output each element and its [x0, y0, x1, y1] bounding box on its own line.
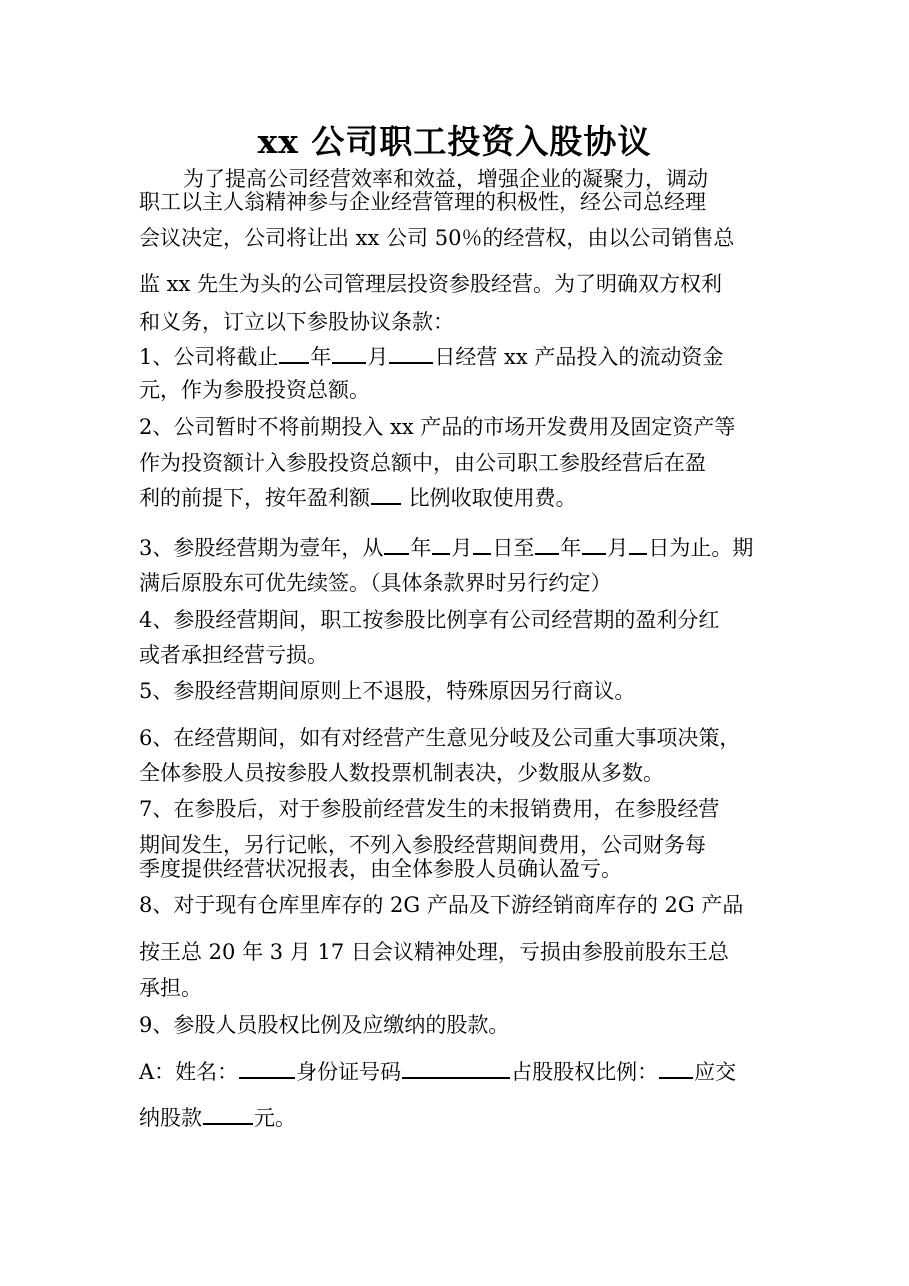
end-month-blank	[582, 533, 606, 555]
clause-1-text-a: 1、公司将截止	[139, 345, 279, 369]
clause-2-line-3	[139, 482, 577, 514]
clause-6-line-2: 全体参股人员按参股人数投票机制表决，少数服从多数。	[139, 761, 664, 785]
clause-2-line-1: 2、公司暂时不将前期投入 xx 产品的市场开发费用及固定资产等	[139, 415, 736, 439]
clause-3-text-g: 日为止。期	[648, 536, 754, 560]
clause-1-line-1	[139, 341, 723, 373]
intro-line-2: 职工以主人翁精神参与企业经营管理的积极性，经公司总经理	[139, 190, 706, 214]
intro-line-4: 监 xx 先生为头的公司管理层投资参股经营。为了明确双方权利	[139, 272, 723, 296]
clause-6-line-1: 6、在经营期间，如有对经营产生意见分岐及公司重大事项决策，	[139, 726, 741, 750]
end-day-blank	[629, 533, 647, 555]
clause-7-line-3: 季度提供经营状况报表，由全体参股人员确认盈亏。	[139, 857, 622, 881]
ratio-blank	[371, 483, 401, 505]
clause-1-line-2: 元，作为参股投资总额。	[139, 378, 370, 402]
clause-7-line-1: 7、在参股后，对于参股前经营发生的未报销费用，在参股经营	[139, 797, 720, 821]
clause-3-text-e: 年	[560, 536, 582, 560]
shareholder-a-text-c: 占股股权比例：	[511, 1060, 659, 1084]
shareholder-a-line-1	[139, 1056, 736, 1088]
month-blank	[332, 342, 366, 364]
intro-line-1: 为了提高公司经营效率和效益，增强企业的凝聚力，调动	[183, 167, 708, 191]
clause-2-text-a: 利的前提下，按年盈利额	[139, 486, 370, 510]
year-blank	[279, 342, 309, 364]
clause-1-text-b: 年	[310, 345, 332, 369]
shareholder-a-text-b: 身份证号码	[296, 1060, 402, 1084]
clause-5: 5、参股经营期间原则上不退股，特殊原因另行商议。	[139, 679, 636, 703]
clause-3-text-f: 月	[607, 536, 629, 560]
intro-line-5: 和义务，订立以下参股协议条款：	[139, 310, 454, 334]
clause-4-line-1: 4、参股经营期间，职工按参股比例享有公司经营期的盈利分红	[139, 608, 720, 632]
clause-3-line-1	[139, 532, 753, 564]
clause-8-line-3: 承担。	[139, 976, 202, 1000]
day-blank	[389, 342, 433, 364]
share-ratio-blank	[659, 1057, 693, 1079]
start-month-blank	[432, 533, 450, 555]
start-day-blank	[473, 533, 491, 555]
clause-3-text-c: 月	[451, 536, 473, 560]
amount-blank	[203, 1103, 253, 1125]
name-blank	[239, 1057, 295, 1079]
shareholder-a-text-a: A：姓名：	[139, 1060, 239, 1084]
clause-8-line-2: 按王总 20 年 3 月 17 日会议精神处理，亏损由参股前股东王总	[139, 940, 729, 964]
shareholder-a-text-e: 纳股款	[139, 1106, 202, 1130]
clause-3-line-2: 满后原股东可优先续签。（具体条款界时另行约定）	[139, 571, 612, 595]
id-number-blank	[402, 1057, 510, 1079]
end-year-blank	[535, 533, 559, 555]
clause-1-text-c: 月	[367, 345, 389, 369]
clause-4-line-2: 或者承担经营亏损。	[139, 643, 328, 667]
clause-7-line-2: 期间发生，另行记帐，不列入参股经营期间费用，公司财务每	[139, 833, 706, 857]
shareholder-a-text-f: 元。	[254, 1106, 296, 1130]
clause-9: 9、参股人员股权比例及应缴纳的股款。	[139, 1013, 510, 1037]
intro-line-3: 会议决定，公司将让出 xx 公司 50％的经营权，由以公司销售总	[139, 226, 735, 250]
clause-8-line-1: 8、对于现有仓库里库存的 2G 产品及下游经销商库存的 2G 产品	[139, 893, 744, 917]
clause-1-text-d: 日经营 xx 产品投入的流动资金	[434, 345, 724, 369]
clause-3-text-b: 年	[410, 536, 432, 560]
document-title: xx 公司职工投资入股协议	[257, 122, 652, 161]
clause-2-line-2: 作为投资额计入参股投资总额中，由公司职工参股经营后在盈	[139, 451, 706, 475]
clause-2-text-b: 比例收取使用费。	[402, 486, 577, 510]
clause-3-text-d: 日至	[492, 536, 535, 560]
clause-3-text-a: 3、参股经营期为壹年，从	[139, 536, 384, 560]
shareholder-a-text-d: 应交	[694, 1060, 737, 1084]
shareholder-a-line-2	[139, 1102, 296, 1134]
start-year-blank	[384, 533, 409, 555]
